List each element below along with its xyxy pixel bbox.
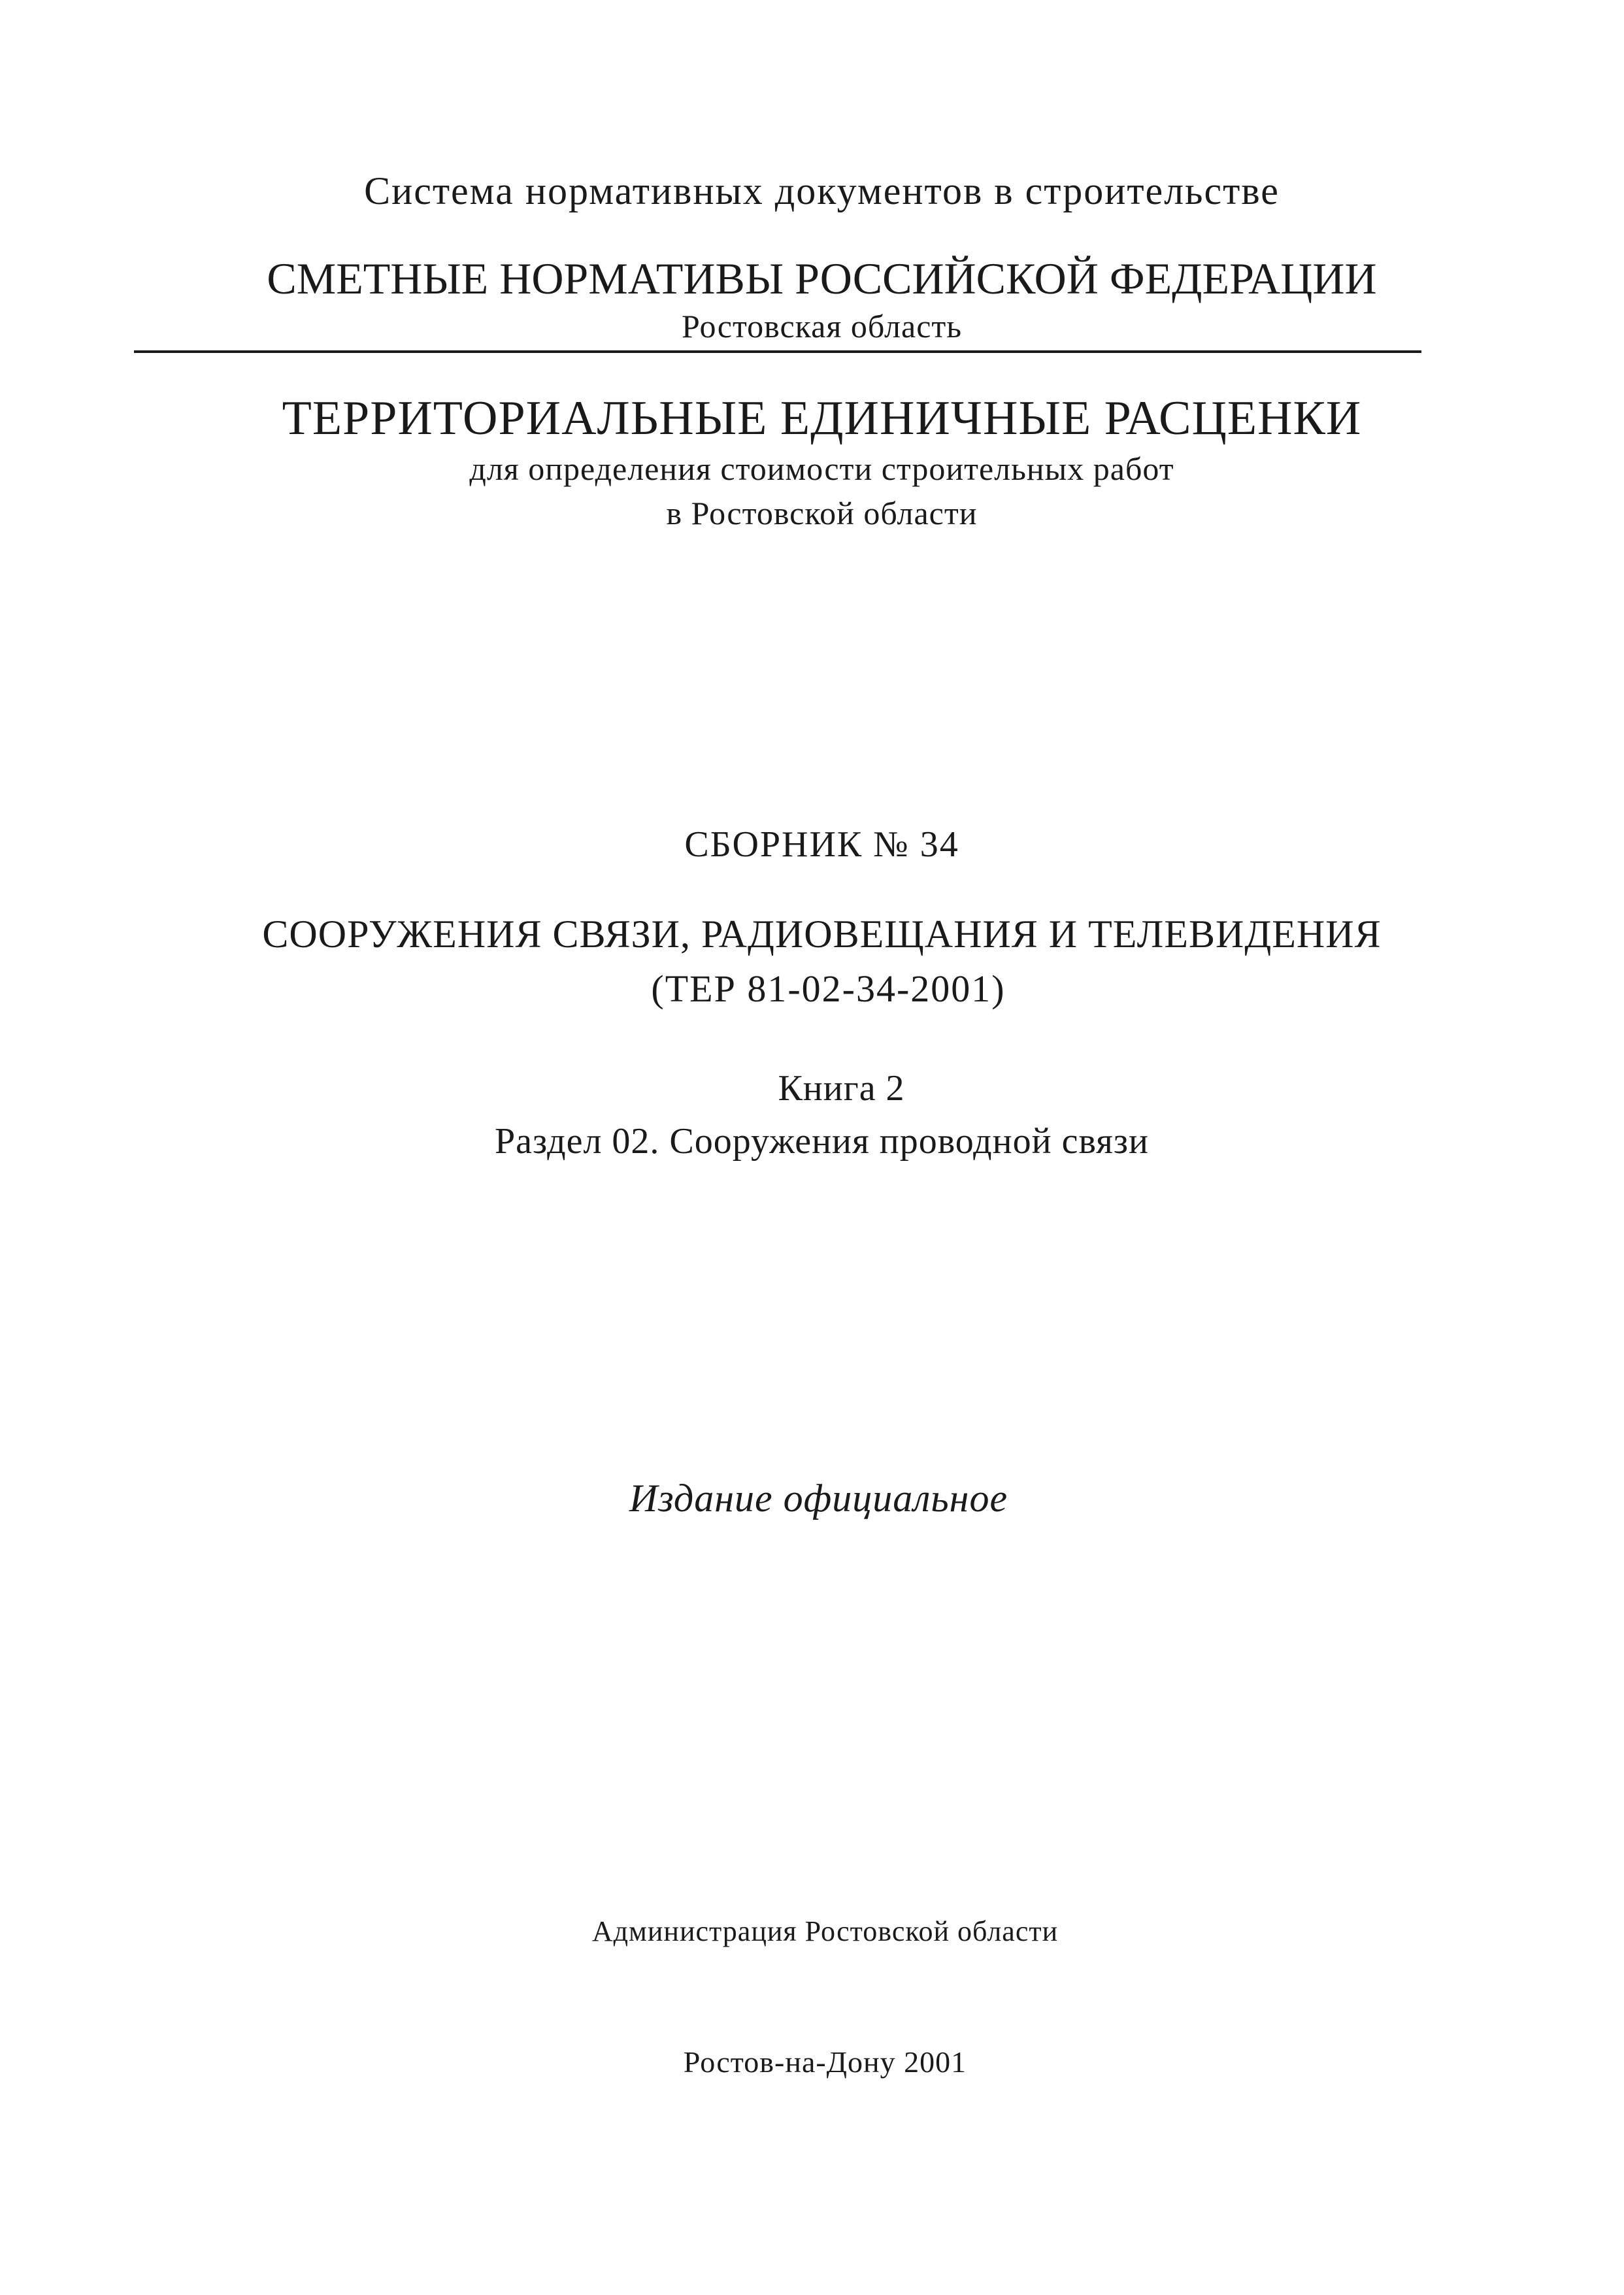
collection-code: (ТЕР 81-02-34-2001) — [651, 967, 1006, 1010]
region-line: Ростовская область — [681, 308, 963, 344]
publisher: Администрация Ростовской области — [591, 1915, 1059, 1947]
collection-name: СООРУЖЕНИЯ СВЯЗИ, РАДИОВЕЩАНИЯ И ТЕЛЕВИДЕНИЯ — [262, 913, 1382, 956]
city-year: Ростов-на-Дону 2001 — [683, 2045, 967, 2079]
document-title: ТЕРРИТОРИАЛЬНЫЕ ЕДИНИЧНЫЕ РАСЦЕНКИ — [282, 392, 1362, 445]
purpose-line-1: для определения стоимости строительных работ — [469, 450, 1174, 487]
header-divider — [134, 350, 1421, 353]
book-label: Книга 2 — [778, 1068, 905, 1109]
purpose-line-2: в Ростовской области — [666, 495, 978, 531]
series-line: Система нормативных документов в строительстве — [364, 169, 1280, 212]
section-label: Раздел 02. Сооружения проводной связи — [494, 1121, 1150, 1162]
norms-title: СМЕТНЫЕ НОРМАТИВЫ РОССИЙСКОЙ ФЕДЕРАЦИИ — [267, 254, 1377, 303]
collection-number: СБОРНИК № 34 — [684, 824, 959, 865]
edition-label: Издание официальное — [629, 1477, 1008, 1520]
